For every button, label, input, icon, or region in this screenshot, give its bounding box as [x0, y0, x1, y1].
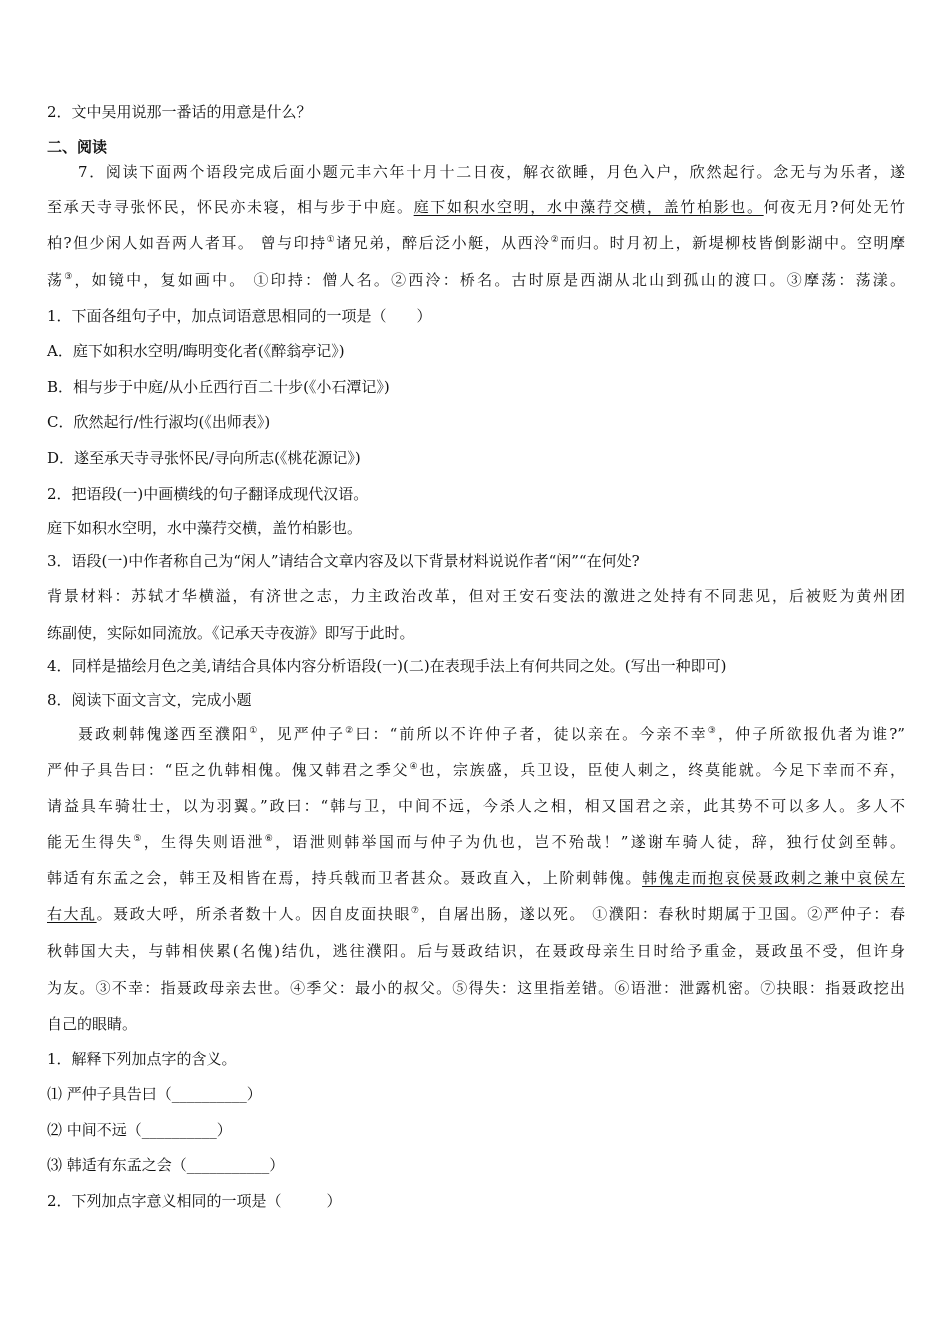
- underlined-sentence: 韩傀走而抱哀侯聂政刺之兼中哀侯左: [642, 869, 905, 887]
- passage8-line-1: 聂政刺韩傀遂西至濮阳①，见严仲子②曰：“前所以不许仲子者，徒以亲在。今亲不幸③，仲子所欲报仇者为谁?”: [78, 725, 905, 743]
- underlined-sentence: 庭下如积水空明，水中藻荇交横，盖竹柏影也。: [413, 198, 764, 216]
- background-line-2: 练副使，实际如同流放。《记承天寺夜游》即写于此时。: [47, 624, 415, 642]
- passage8-question-1-item-1: ⑴ 严仲子具告曰（__________）: [47, 1085, 262, 1103]
- passage8-line-7: 秋韩国大夫，与韩相侠累(名傀)结仇，逃往濮阳。后与聂政结识，在聂政母亲生日时给予重金，聂政虽不受，但许身: [47, 942, 905, 960]
- prev-question-2: 2．文中吴用说那一番话的用意是什么？: [47, 103, 312, 121]
- footnote-mark: ⑦: [410, 906, 421, 916]
- passage8-line-3: 请益具车骑壮士，以为羽翼。”政曰：“韩与卫，中间不远，今杀人之相，相又国君之亲，此其势不可以多人。多人不: [47, 797, 905, 815]
- background-line-1: 背景材料：苏轼才华横溢，有济世之志，力主政治改革，但对王安石变法的激进之处持有不同悲见，后被贬为黄州团: [47, 587, 905, 605]
- question-2: 2．把语段(一)中画横线的句子翻译成现代汉语。: [47, 485, 369, 503]
- passage7-line-3: 柏?但少闲人如吾两人者耳。 曾与印持①诸兄弟，醉后泛小艇，从西泠②而归。时月初上，新堤柳枝皆倒影湖中。空明摩: [47, 234, 905, 252]
- option-c: C．欣然起行/性行淑均(《出师表》): [47, 413, 271, 431]
- footnote-mark: ①: [249, 726, 260, 736]
- passage7-line-2: 至承天寺寻张怀民，怀民亦未寝，相与步于中庭。庭下如积水空明，水中藻荇交横，盖竹柏影也。何夜无月?何处无竹: [47, 198, 905, 216]
- section-title: 二、阅读: [47, 138, 108, 156]
- passage8-question-1: 1．解释下列加点字的含义。: [47, 1050, 237, 1068]
- footnote-mark: ②: [550, 235, 561, 245]
- passage8-line-8: 为友。③不幸：指聂政母亲去世。④季父：最小的叔父。⑤得失：这里指差错。⑥语泄：泄露机密。⑦抉眼：指聂政挖出: [47, 979, 905, 997]
- footnote-mark: ②: [345, 726, 356, 736]
- passage8-question-1-item-2: ⑵ 中间不远（__________）: [47, 1121, 232, 1139]
- passage8-title: 8．阅读下面文言文，完成小题: [47, 691, 252, 709]
- passage7-line-4: 荡③，如镜中，复如画中。 ①印持：僧人名。②西泠：桥名。古时原是西湖从北山到孤山的渡口。③摩荡：荡漾。: [47, 271, 905, 289]
- option-b: B．相与步于中庭/从小丘西行百二十步(《小石潭记》): [47, 378, 390, 396]
- question-4: 4．同样是描绘月色之美,请结合具体内容分析语段(一)(二)在表现手法上有何共同之处。(写出一种即可): [47, 657, 727, 675]
- question-1: 1．下面各组句子中，加点词语意思相同的一项是（ ）: [47, 307, 432, 325]
- passage8-line-5: 韩适有东孟之会，韩王及相皆在焉，持兵戟而卫者甚众。聂政直入，上阶刺韩傀。韩傀走而抱哀侯聂政刺之兼中哀侯左: [47, 869, 905, 887]
- footnote-mark: ①: [326, 235, 337, 245]
- footnote-mark: ④: [409, 762, 420, 772]
- passage8-line-9: 自己的眼睛。: [47, 1015, 138, 1033]
- option-a: A．庭下如积水空明/晦明变化者(《醉翁亭记》): [47, 342, 345, 360]
- question-2-sentence: 庭下如积水空明，水中藻荇交横，盖竹柏影也。: [47, 519, 363, 537]
- footnote-mark: ③: [64, 272, 75, 282]
- passage8-line-6: 右大乱。聂政大呼，所杀者数十人。因自皮面抉眼⑦，自屠出肠，遂以死。 ①濮阳：春秋时期属于卫国。②严仲子：春: [47, 905, 905, 923]
- passage8-question-2: 2．下列加点字意义相同的一项是（ ）: [47, 1192, 342, 1210]
- passage8-question-1-item-3: ⑶ 韩适有东孟之会（___________）: [47, 1156, 285, 1174]
- passage8-line-4: 能无生得失⑤，生得失则语泄⑥，语泄则韩举国而与仲子为仇也，岂不殆哉！”遂谢车骑人徒，辞，独行仗剑至韩。: [47, 833, 905, 851]
- passage8-line-2: 严仲子具告曰：“臣之仇韩相傀。傀又韩君之季父④也，宗族盛，兵卫设，臣使人刺之，终莫能就。今足下幸而不弃，: [47, 761, 906, 779]
- option-d: D．遂至承天寺寻张怀民/寻向所志(《桃花源记》): [47, 449, 361, 467]
- footnote-mark: ⑤: [133, 834, 144, 844]
- footnote-mark: ⑥: [264, 834, 276, 844]
- passage7-line-1: 7．阅读下面两个语段完成后面小题元丰六年十月十二日夜，解衣欲睡，月色入户，欣然起行。念无与为乐者，遂: [78, 163, 905, 181]
- underlined-sentence-end: 右大乱: [47, 905, 97, 923]
- footnote-mark: ③: [707, 726, 718, 736]
- question-3: 3．语段(一)中作者称自己为“闲人”请结合文章内容及以下背景材料说说作者“闲”“在何处?: [47, 552, 640, 570]
